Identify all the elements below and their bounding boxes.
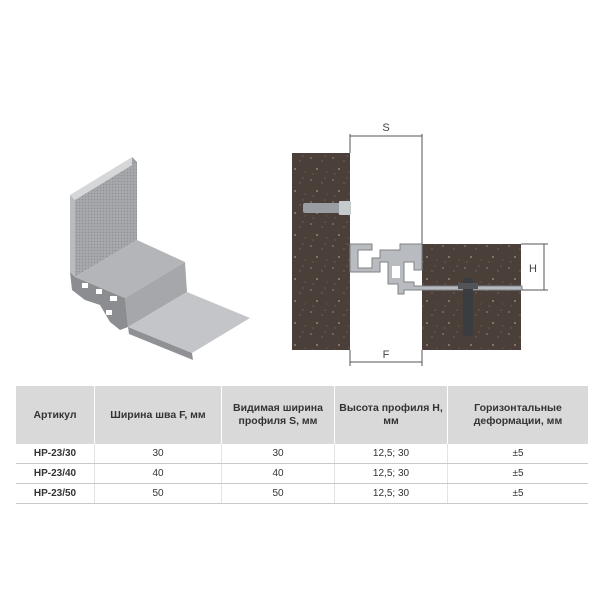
- cell-article: HP-23/40: [16, 464, 95, 484]
- cell-article: HP-23/50: [16, 484, 95, 504]
- cross-section-drawing: [292, 134, 548, 366]
- table-row: [16, 444, 588, 464]
- header-joint-width: Ширина шва F, мм: [95, 386, 222, 444]
- dimension-label-h: H: [529, 263, 537, 275]
- cell-joint-width: 30: [95, 444, 222, 464]
- cell-visible-width: 40: [222, 464, 335, 484]
- cell-deformation: ±5: [448, 444, 589, 464]
- header-profile-height: Высота профиля H, мм: [335, 386, 448, 444]
- cell-visible-width: 50: [222, 484, 335, 504]
- cell-article: HP-23/30: [16, 444, 95, 464]
- cell-profile-height: 12,5; 30: [335, 444, 448, 464]
- dimension-label-f: F: [382, 349, 390, 361]
- cell-joint-width: 40: [95, 464, 222, 484]
- cell-joint-width: 50: [95, 484, 222, 504]
- table-row: [16, 464, 588, 484]
- cell-profile-height: 12,5; 30: [335, 464, 448, 484]
- cell-profile-height: 12,5; 30: [335, 484, 448, 504]
- table-header-row: [16, 386, 588, 444]
- cell-visible-width: 30: [222, 444, 335, 464]
- header-article: Артикул: [16, 386, 95, 444]
- table-row: [16, 484, 588, 504]
- header-deformation: Горизонтальные деформации, мм: [448, 386, 589, 444]
- profile-3d-render: [70, 157, 250, 360]
- cell-deformation: ±5: [448, 464, 589, 484]
- dimension-label-s: S: [382, 122, 390, 134]
- cell-deformation: ±5: [448, 484, 589, 504]
- header-visible-width: Видимая ширина профиля S, мм: [222, 386, 335, 444]
- spec-table: [16, 386, 588, 504]
